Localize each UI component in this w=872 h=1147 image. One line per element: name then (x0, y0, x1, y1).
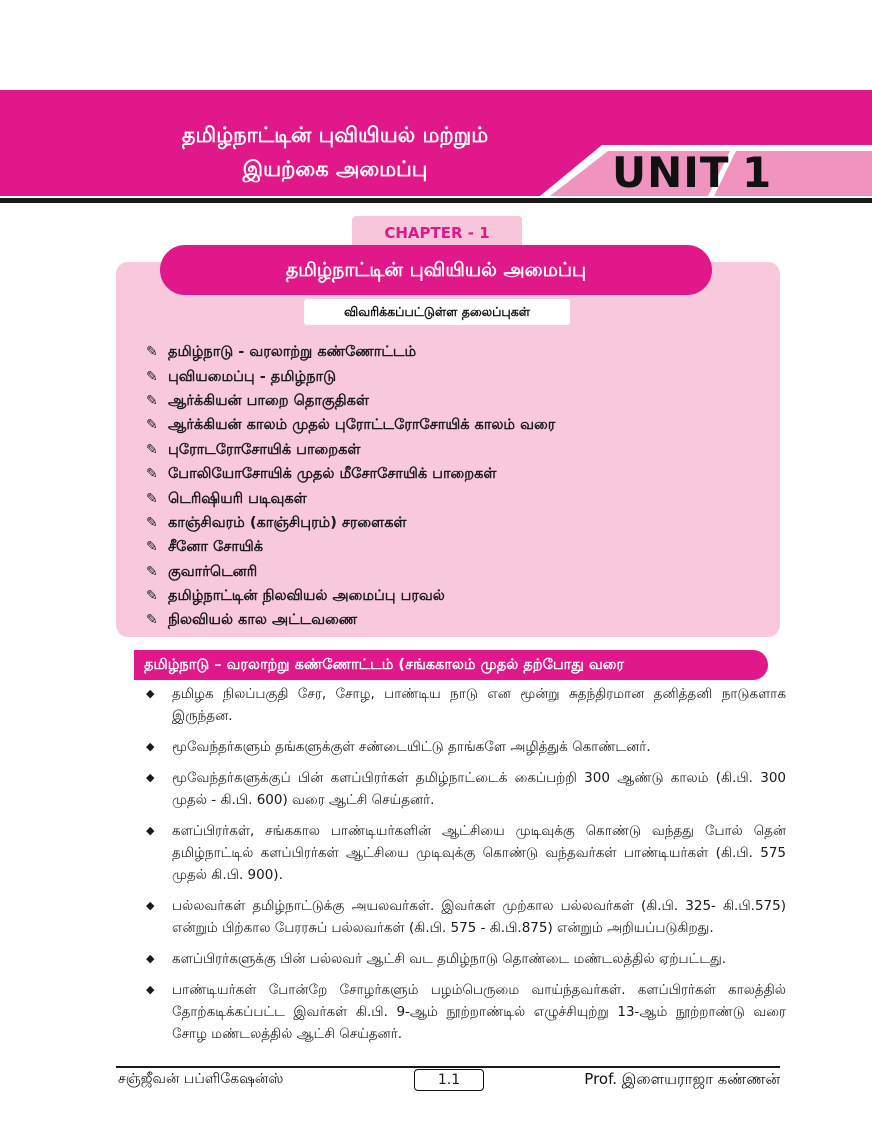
topic-item (146, 438, 555, 462)
list-item (146, 895, 786, 939)
topic-item (146, 364, 555, 388)
pencil-icon: ✎ (146, 612, 158, 629)
topic-label: காஞ்சிவரம் (காஞ்சிபுரம்) சரளைகள் (168, 514, 407, 531)
topic-label: ஆர்க்கியன் பாறை தொகுதிகள் (168, 392, 369, 409)
diamond-bullet-icon: ◆ (146, 824, 155, 837)
pencil-icon: ✎ (146, 539, 158, 556)
header-rule (0, 198, 872, 203)
topic-item (146, 608, 555, 632)
point-text: களப்பிரர்களுக்கு பின் பல்லவர் ஆட்சி வட தமிழ்நாடு தொண்டை மண்டலத்தில் ஏற்பட்டது. (172, 951, 727, 967)
list-item (146, 820, 786, 886)
topic-item (146, 560, 555, 584)
pencil-icon: ✎ (146, 490, 158, 507)
topic-item (146, 462, 555, 486)
topic-item (146, 340, 555, 364)
topic-label: தமிழ்நாட்டின் நிலவியல் அமைப்பு பரவல் (168, 588, 445, 605)
point-text: மூவேந்தர்களுக்குப் பின் களப்பிரர்கள் தமிழ்நாட்டைக் கைப்பற்றி 300 ஆண்டு காலம் (கி.பி. 300 முதல் - கி.பி. 600) வரை ஆட்சி செய்தனர். (172, 770, 786, 808)
chapter-title: தமிழ்நாட்டின் புவியியல் அமைப்பு (160, 245, 712, 295)
pencil-icon: ✎ (146, 344, 158, 361)
topic-item (146, 389, 555, 413)
topic-label: சீனோ சோயிக் (168, 539, 264, 556)
topic-item (146, 584, 555, 608)
topic-label: புவியமைப்பு - தமிழ்நாடு (168, 368, 337, 385)
topic-item (146, 535, 555, 559)
topic-label: ஆர்க்கியன் காலம் முதல் புரோட்டரோசோயிக் காலம் வரை (168, 417, 556, 434)
unit-title-line2: இயற்கை அமைப்பு (242, 157, 428, 181)
list-item (146, 979, 786, 1045)
topic-item (146, 511, 555, 535)
list-item (146, 683, 786, 727)
topic-label: தமிழ்நாடு - வரலாற்று கண்ணோட்டம் (168, 344, 417, 361)
diamond-bullet-icon: ◆ (146, 771, 155, 784)
pencil-icon: ✎ (146, 563, 158, 580)
point-text: களப்பிரர்கள், சங்ககால பாண்டியர்களின் ஆட்சியை முடிவுக்கு கொண்டு வந்தது போல் தென் தமிழ்நாட்டில் களப்பிரர்கள் ஆட்சியை முடிவுக்கு கொண்டு வந்தவர்கள் பாண்டியர்கள் (கி.பி. 575 முதல் கி.பி. 900). (172, 823, 786, 883)
pencil-icon: ✎ (146, 514, 158, 531)
list-item (146, 948, 786, 970)
footer-rule (116, 1066, 780, 1068)
section-heading: தமிழ்நாடு – வரலாற்று கண்ணோட்டம் (சங்ககாலம் முதல் தற்போது வரை (134, 650, 768, 680)
topic-label: போலியோசோயிக் முதல் மீசோசோயிக் பாறைகள் (168, 466, 497, 483)
page-number: 1.1 (414, 1069, 484, 1091)
diamond-bullet-icon: ◆ (146, 952, 155, 965)
point-text: பல்லவர்கள் தமிழ்நாட்டுக்கு அயலவர்கள். இவர்கள் முற்கால பல்லவர்கள் (கி.பி. 325- கி.பி.575) என்றும் பிற்கால பேரரசுப் பல்லவர்கள் (கி.பி. 575 - கி.பி.875) என்றும் அறியப்படுகிறது. (172, 898, 786, 936)
pencil-icon: ✎ (146, 368, 158, 385)
topic-label: டெரிஷியரி படிவுகள் (168, 490, 307, 507)
unit-title-line1: தமிழ்நாட்டின் புவியியல் மற்றும் (181, 123, 489, 147)
pencil-icon: ✎ (146, 392, 158, 409)
chapter-tag: CHAPTER - 1 (352, 216, 522, 250)
unit-number: 1 (742, 148, 772, 197)
pencil-icon: ✎ (146, 441, 158, 458)
unit-title (120, 118, 550, 186)
topic-label: நிலவியல் கால அட்டவணை (168, 612, 358, 629)
subtopics-heading: விவரிக்கப்பட்டுள்ள தலைப்புகள் (304, 299, 570, 325)
diamond-bullet-icon: ◆ (146, 899, 155, 912)
list-item (146, 767, 786, 811)
history-points (146, 683, 786, 1045)
topic-list (146, 340, 555, 633)
diamond-bullet-icon: ◆ (146, 983, 155, 996)
list-item (146, 736, 786, 758)
point-text: பாண்டியர்கள் போன்றே சோழர்களும் பழம்பெருமை வாய்ந்தவர்கள். களப்பிரர்கள் காலத்தில் தோற்கடிக்கப்பட்ட இவர்கள் கி.பி. 9-ஆம் நூற்றாண்டில் எழுச்சியுற்று 13-ஆம் நூற்றாண்டு வரை சோழ மண்டலத்தில் ஆட்சி செய்தனர். (172, 982, 786, 1042)
point-text: மூவேந்தர்களும் தங்களுக்குள் சண்டையிட்டு தாங்களே அழித்துக் கொண்டனர். (172, 739, 651, 755)
diamond-bullet-icon: ◆ (146, 687, 155, 700)
point-text: தமிழக நிலப்பகுதி சேர, சோழ, பாண்டிய நாடு என மூன்று சுதந்திரமான தனித்தனி நாடுகளாக இருந்தன. (172, 686, 786, 724)
topic-item (146, 486, 555, 510)
pencil-icon: ✎ (146, 417, 158, 434)
footer-author: Prof. இளையராஜா கண்ணன் (584, 1070, 780, 1088)
topic-label: புரோடரோசோயிக் பாறைகள் (168, 441, 361, 458)
pencil-icon: ✎ (146, 588, 158, 605)
footer-publisher: சஞ்ஜீவன் பப்ளிகேஷன்ஸ் (118, 1071, 284, 1087)
diamond-bullet-icon: ◆ (146, 740, 155, 753)
pencil-icon: ✎ (146, 466, 158, 483)
unit-label: UNIT (612, 148, 730, 197)
topic-item (146, 413, 555, 437)
topic-label: குவார்டெனரி (168, 563, 258, 580)
